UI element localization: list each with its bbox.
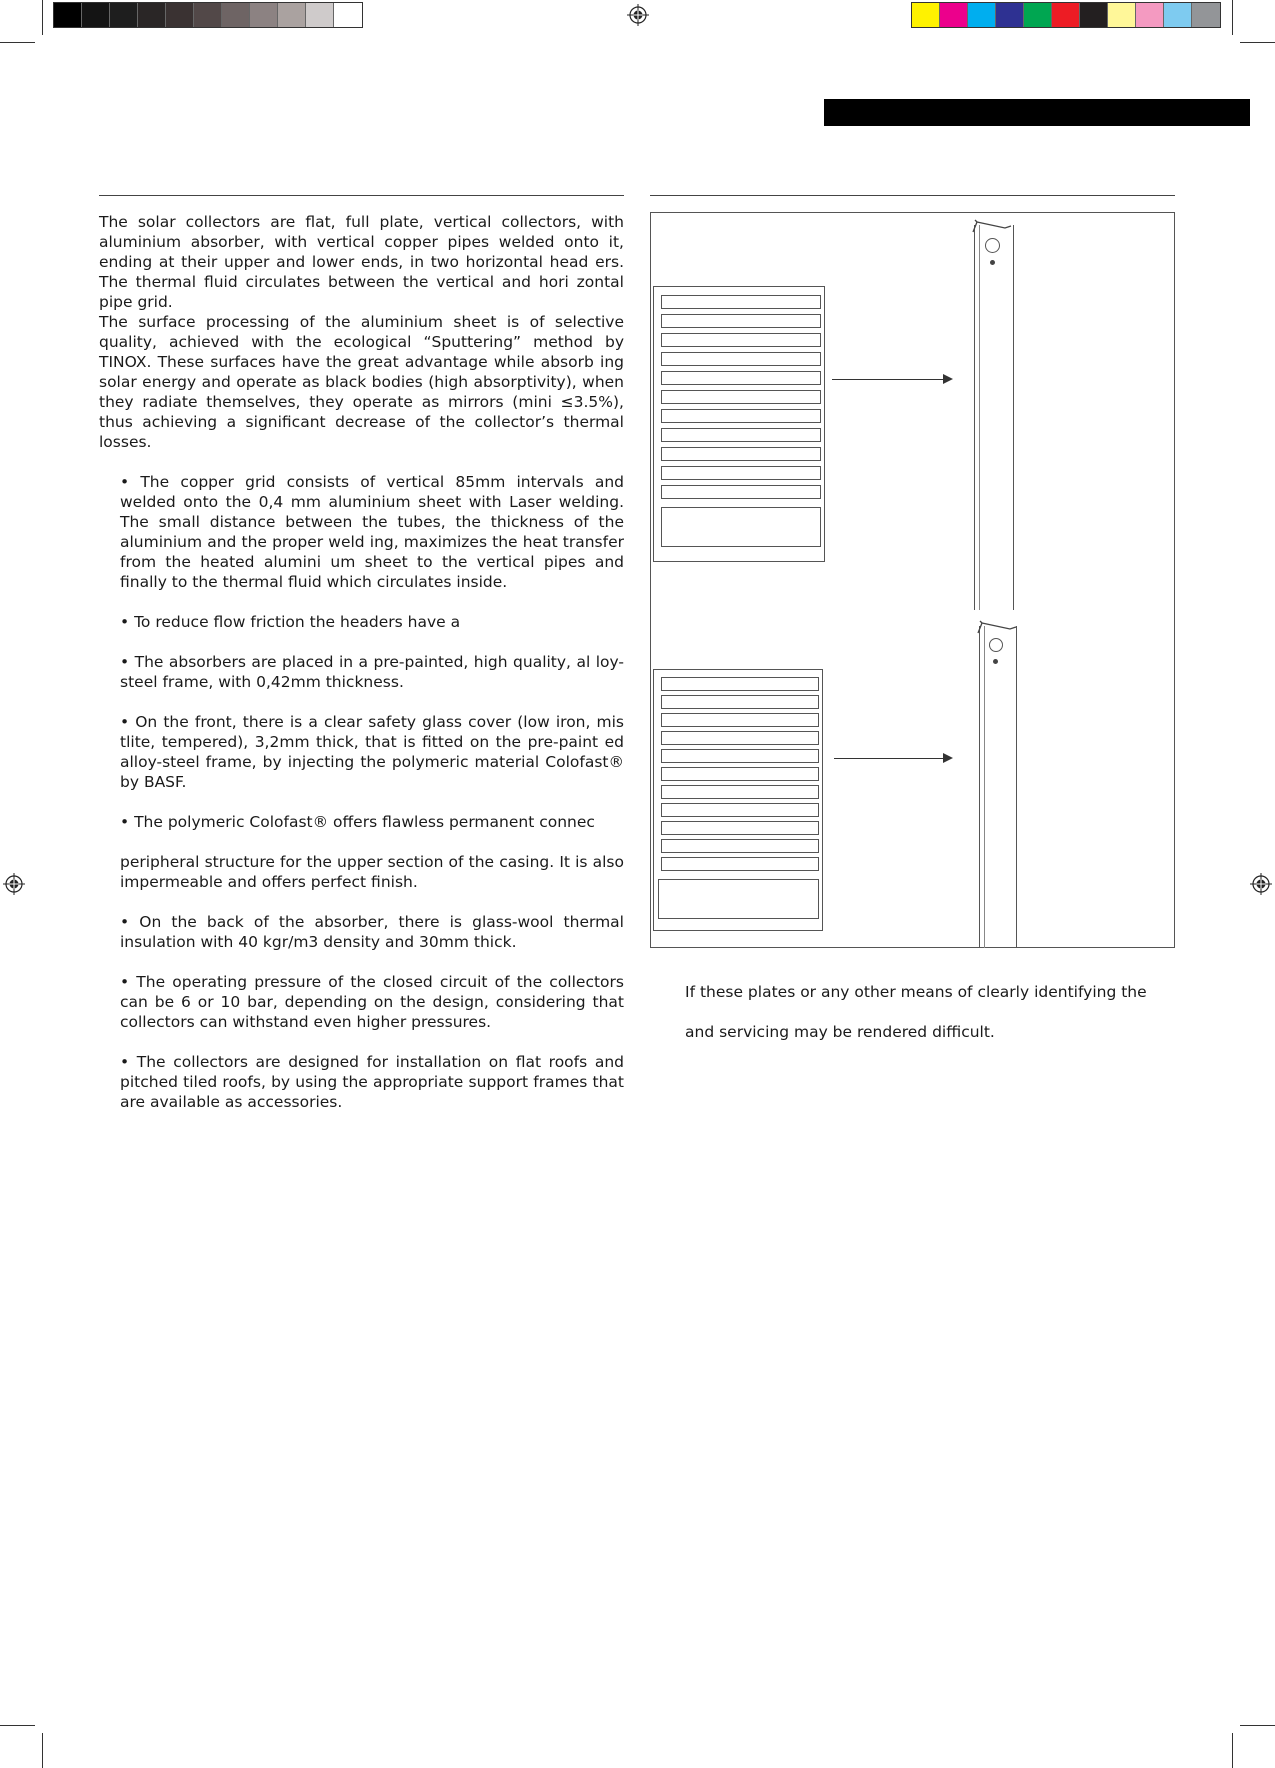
left-text-column	[99, 212, 624, 1132]
crop-mark	[1240, 1725, 1275, 1726]
label-slot	[661, 314, 821, 328]
color-swatch	[912, 3, 940, 27]
registration-mark-icon	[3, 873, 25, 895]
label-slot	[661, 749, 819, 763]
color-swatch	[1052, 3, 1080, 27]
gray-swatch	[278, 3, 306, 27]
pole-inner-line	[979, 225, 980, 610]
lower-arrow	[834, 758, 947, 759]
lower-clip-icon	[976, 619, 1020, 635]
upper-bolt-ring	[985, 238, 1000, 253]
label-slot-large	[661, 507, 821, 547]
gray-swatch	[54, 3, 82, 27]
sputtering-paragraph: The surface processing of the aluminium sheet is of selective quality, achieved with the ecological “Sputtering” method by TINOX. These surfaces have the great advantage while absorb ing solar energy and operate as black bodies (high absorptivity), when they radiate themselves, they operate as mirrors (mini ≤3.5%), thus achieving a significant decrease of the collector’s thermal losses.	[99, 313, 624, 451]
upper-clip-icon	[971, 218, 1015, 234]
crop-mark	[1232, 1733, 1233, 1768]
label-slot	[661, 857, 819, 871]
color-swatch	[1192, 3, 1220, 27]
label-slot	[661, 371, 821, 385]
label-slot	[661, 409, 821, 423]
color-swatch	[1024, 3, 1052, 27]
crop-mark	[42, 0, 43, 35]
crop-mark	[0, 42, 35, 43]
label-slot	[661, 713, 819, 727]
right-text-column	[685, 982, 1177, 1062]
label-slot	[661, 677, 819, 691]
lower-label-panel	[653, 669, 823, 931]
bullet-glass-cover: • On the front, there is a clear safety glass cover (low iron, mis tlite, tempered), 3,2mm thick, that is fitted on the pre-paint ed alloy-steel frame, by injecting the polymeric material Colofast® by BASF.	[120, 713, 624, 791]
upper-arrow	[832, 379, 947, 380]
label-slot	[661, 390, 821, 404]
label-slot	[661, 447, 821, 461]
servicing-paragraph: and servicing may be rendered difficult.	[685, 1023, 995, 1041]
gray-swatch	[222, 3, 250, 27]
pole-inner-line	[984, 626, 985, 948]
bullet-insulation: • On the back of the absorber, there is glass-wool thermal insulation with 40 kgr/m3 density and 30mm thick.	[120, 913, 624, 951]
color-swatch	[1136, 3, 1164, 27]
upper-collector-profile	[974, 225, 1014, 610]
label-slot	[661, 428, 821, 442]
grayscale-color-bar	[53, 2, 363, 28]
bullet-pressure: • The operating pressure of the closed circuit of the collectors can be 6 or 10 bar, depending on the design, considering that collectors can withstand even higher pressures.	[120, 973, 624, 1031]
gray-swatch	[334, 3, 362, 27]
lower-collector-profile	[979, 626, 1017, 948]
label-slot	[661, 466, 821, 480]
label-slot	[661, 839, 819, 853]
right-column-rule	[650, 195, 1175, 196]
label-slot	[661, 803, 819, 817]
label-slot	[661, 352, 821, 366]
upper-bolt-dot	[990, 260, 995, 265]
crop-mark	[1240, 42, 1275, 43]
color-swatch	[1108, 3, 1136, 27]
gray-swatch	[166, 3, 194, 27]
gray-swatch	[306, 3, 334, 27]
left-column-rule	[99, 195, 624, 196]
identification-paragraph: If these plates or any other means of clearly identifying the	[685, 983, 1147, 1001]
bullet-frame: • The absorbers are placed in a pre-painted, high quality, al loy-steel frame, with 0,42mm thickness.	[120, 653, 624, 691]
registration-mark-icon	[627, 4, 649, 26]
intro-paragraph: The solar collectors are flat, full plate, vertical collectors, with aluminium absorber, with vertical copper pipes welded onto it, ending at their upper and lower ends, in two horizontal head ers. The thermal fluid circulates between the vertical and hori zontal pipe grid.	[99, 213, 624, 311]
gray-swatch	[110, 3, 138, 27]
registration-mark-icon	[1250, 873, 1272, 895]
color-swatch	[1080, 3, 1108, 27]
label-slot	[661, 731, 819, 745]
lower-bolt-dot	[993, 659, 998, 664]
header-black-bar	[824, 99, 1250, 126]
color-swatch	[940, 3, 968, 27]
gray-swatch	[194, 3, 222, 27]
label-slot	[661, 295, 821, 309]
label-slot-large	[658, 879, 819, 919]
color-swatch	[996, 3, 1024, 27]
bullet-copper-grid: • The copper grid consists of vertical 85mm intervals and welded onto the 0,4 mm aluminium sheet with Laser welding. The small distance between the tubes, the thickness of the aluminium and the proper weld ing, maximizes the heat transfer from the heated alumini um sheet to the vertical pipes and finally to the thermal fluid which circulates inside.	[120, 473, 624, 591]
bullet-peripheral-structure: peripheral structure for the upper section of the casing. It is also impermeable and offers perfect finish.	[120, 853, 624, 891]
gray-swatch	[250, 3, 278, 27]
process-color-bar	[911, 2, 1221, 28]
label-slot	[661, 785, 819, 799]
upper-label-panel	[653, 286, 825, 562]
gray-swatch	[138, 3, 166, 27]
color-swatch	[1164, 3, 1192, 27]
label-slot	[661, 695, 819, 709]
label-slot	[661, 333, 821, 347]
color-swatch	[968, 3, 996, 27]
crop-mark	[0, 1725, 35, 1726]
gray-swatch	[82, 3, 110, 27]
label-slot	[661, 767, 819, 781]
lower-arrow-head-icon	[943, 753, 953, 763]
bullet-colofast: • The polymeric Colofast® offers flawless permanent connec	[120, 813, 595, 831]
bullet-flow-friction: • To reduce flow friction the headers have a	[120, 613, 461, 631]
crop-mark	[1232, 0, 1233, 35]
bullet-installation: • The collectors are designed for installation on flat roofs and pitched tiled roofs, by using the appropriate support frames that are available as accessories.	[120, 1053, 624, 1111]
collector-diagram	[650, 212, 1175, 948]
crop-mark	[42, 1733, 43, 1768]
label-slot	[661, 821, 819, 835]
upper-arrow-head-icon	[943, 374, 953, 384]
label-slot	[661, 485, 821, 499]
lower-bolt-ring	[989, 638, 1003, 652]
